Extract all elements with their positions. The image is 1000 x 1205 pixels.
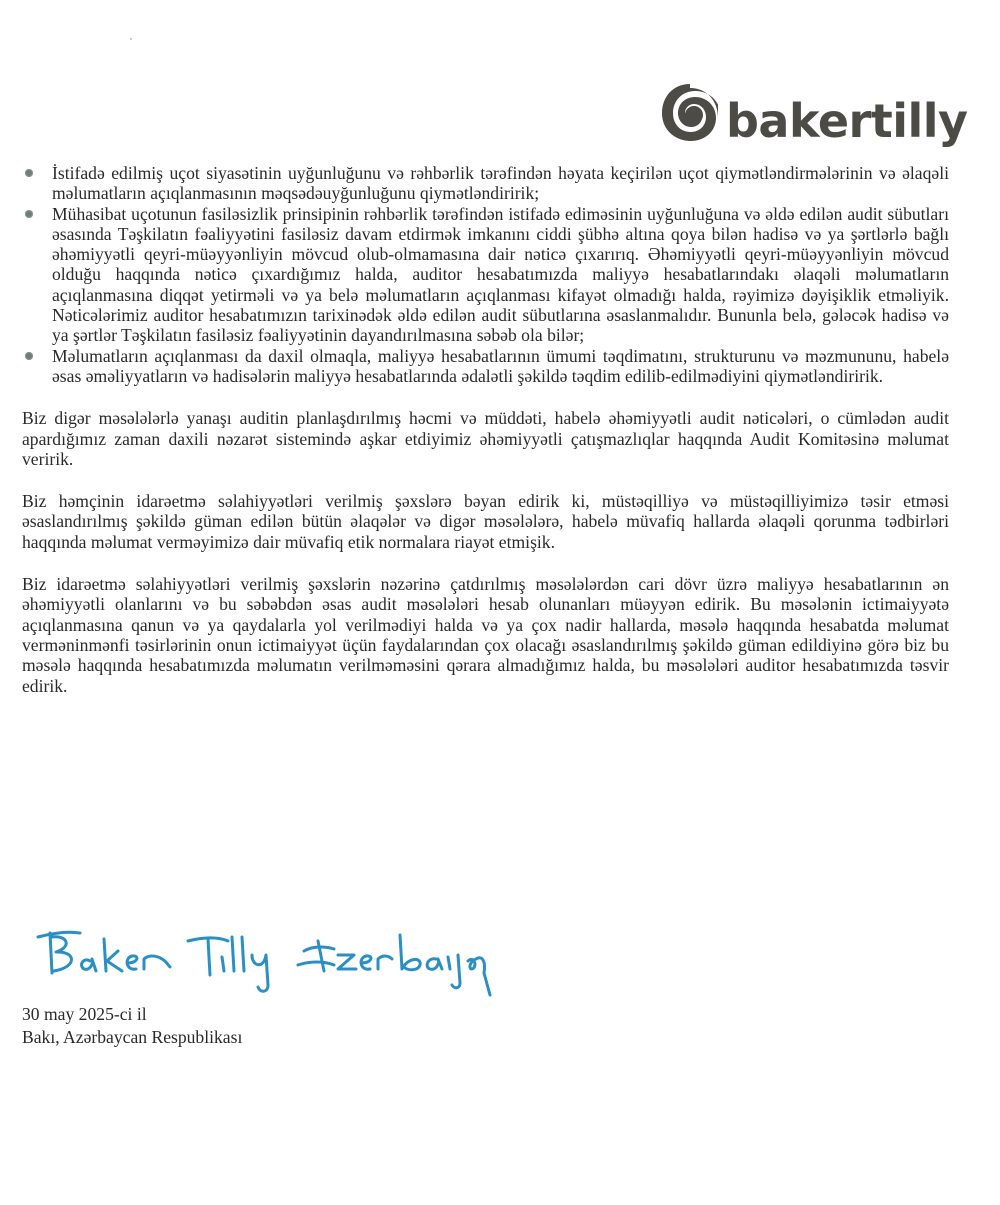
report-body [22, 163, 949, 696]
bullet-dot-icon [25, 352, 33, 360]
report-place: Bakı, Azərbaycan Respublikası [22, 1027, 243, 1047]
signature-strokes [28, 925, 498, 997]
bullet-text: Mühasibat uçotunun fasiləsizlik prinsipinin rəhbərlik tərəfindən istifadə ediməsinin uyğunluğuna və əldə edilən audit sübutları əsasında Təşkilatın fəaliyyətini fasiləsiz davam etdirmək imkanını ciddi şübhə altına qoya bilən hadisə və ya şərtlərlə bağlı əhəmiyyətli qeyri-müəyyənliyin mövcud olub-olmamasına dair nəticə çıxarırıq. Əhəmiyyətli qeyri-müəyyənliyin mövcud olduğu haqqında nəticə çıxardığımız halda, auditor hesabatımızda maliyyə hesabatlarındakı əlaqəli məlumatların açıqlanmasına diqqət yetirməli və ya belə məlumatların açıqlanması kifayət olmadığı halda, rəyimizə dəyişiklik etməliyik. Nəticələrimiz auditor hesabatımızın tarixinədək əldə edilən audit sübutlarına əsaslanmalıdır. Bununla belə, gələcək hadisə və ya şərtlər Təşkilatın fasiləsiz fəaliyyətinin dayandırılmasına səbəb ola bilər; [52, 203, 949, 346]
bullet-text: Məlumatların açıqlanması da daxil olmaqla, maliyyə hesabatlarının ümumi təqdimatını, strukturunu və məzmununu, habelə əsas əməliyyatların və hadisələrin maliyyə hesabatlarında ədalətli şəkildə təqdim edilib-edilmədiyini qiymətləndiririk. [52, 345, 949, 386]
logo-wordmark: bakertilly [726, 94, 968, 148]
scan-speck [130, 38, 132, 40]
paragraph-independence: Biz həmçinin idarəetmə səlahiyyətləri verilmiş şəxslərə bəyan edirik ki, müstəqilliyə və müstəqilliyimizə təsir etməsi əsaslandırılmış şəkildə güman edilən bütün əlaqələr və digər məsələlərə, habelə müvafiq hallarda əlaqəli qorunma tədbirləri haqqında məlumat verməyimizə dair müvafiq etik normalara riayət etmişik. [22, 491, 949, 552]
bullet-dot-icon [25, 169, 33, 177]
paragraph-key-audit-matters: Biz idarəetmə səlahiyyətləri verilmiş şəxslərin nəzərinə çatdırılmış məsələlərdən cari dövr üzrə maliyyə hesabatlarının ən əhəmiyyətli olanlarını və bu səbəbdən əsas audit məsələləri hesab olunanları müəyyən edirik. Bu məsələnin ictimaiyyətə açıqlanmasına qanun və ya qaydalarla yol verilmədiyi halda və ya çox nadir hallarda, məsələ haqqında hesabatda məlumat verməninmənfi təsirlərinin onun ictimaiyyət üçün faydalarından çox olacağı əsaslandırılmış şəkildə güman edildiyinə görə biz bu məsələ haqqında hesabatımızda məlumatın verilməməsini qərara almadığımız halda, bu məsələləri auditor hesabatımızda təsvir edirik. [22, 574, 949, 696]
bullet-item [22, 163, 949, 204]
bullet-item [22, 346, 949, 387]
bullet-item [22, 204, 949, 346]
report-date: 30 may 2025-ci il [22, 1004, 147, 1024]
bullet-list [22, 163, 949, 386]
bullet-dot-icon [25, 210, 33, 218]
bakertilly-logo [660, 72, 968, 152]
bullet-text: İstifadə edilmiş uçot siyasətinin uyğunluğunu və rəhbərlik tərəfindən həyata keçirilən uçot qiymətləndirmələrinin və əlaqəli məlumatların açıqlanmasının məqsədəuyğunluğunu qiymətləndiririk; [52, 163, 949, 204]
paragraph-communication: Biz digər məsələlərlə yanaşı auditin planlaşdırılmış həcmi və müddəti, habelə əhəmiyyətli audit nəticələri, o cümlədən audit apardığımız zaman daxili nəzarət sistemində aşkar etdiyimiz əhəmiyyətli çatışmazlıqlar haqqında Audit Komitəsinə məlumat veririk. [22, 408, 949, 469]
bakertilly-swirl-icon [660, 80, 718, 144]
handwritten-signature [28, 925, 498, 997]
